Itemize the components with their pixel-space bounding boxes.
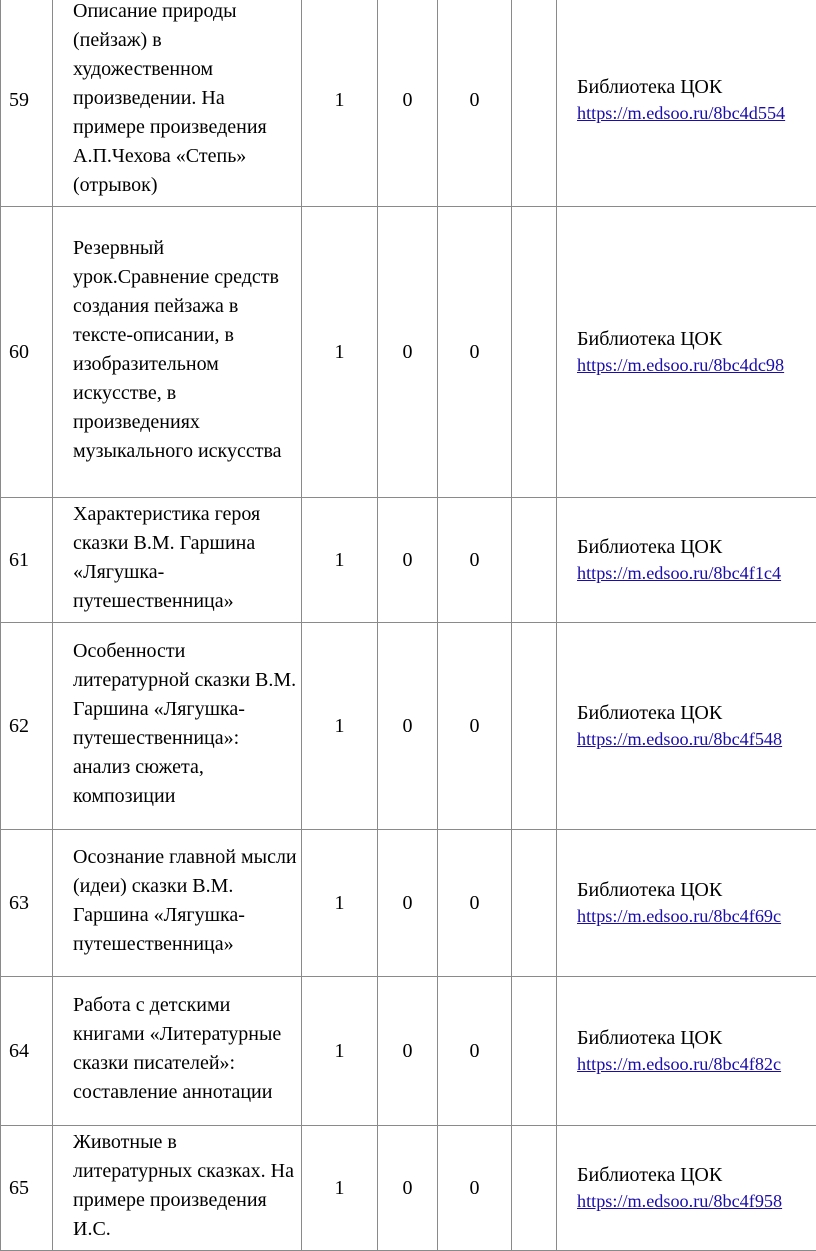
lesson-topic-text: Осознание главной мысли (идеи) сказки В.М. Гаршина «Лягушка-путешественница»: [73, 843, 297, 959]
lesson-date: [512, 207, 557, 498]
hours-total: 1: [302, 1126, 378, 1251]
lesson-topic-text: Описание природы (пейзаж) в художественном произведении. На примере произведения А.П.Чехова «Степь» (отрывок): [73, 0, 297, 200]
hours-tests: 0: [378, 207, 438, 498]
resource-cell: [557, 1126, 816, 1251]
resource-label: Библиотека ЦОК: [577, 1024, 816, 1053]
hours-total: 1: [302, 207, 378, 498]
lesson-date: [512, 0, 557, 207]
lesson-topic: [53, 977, 302, 1126]
hours-total: 1: [302, 830, 378, 977]
resource-cell: [557, 0, 816, 207]
lesson-date: [512, 498, 557, 623]
lesson-topic: [53, 207, 302, 498]
lesson-topic: [53, 1126, 302, 1251]
lesson-topic: [53, 498, 302, 623]
lesson-number: 65: [1, 1126, 53, 1251]
resource-label: Библиотека ЦОК: [577, 699, 816, 728]
lesson-topic-text: Резервный урок.Сравнение средств создания пейзажа в тексте-описании, в изобразительном искусстве, в произведениях музыкального искусства: [73, 234, 297, 466]
table-row: [1, 830, 816, 977]
resource-link[interactable]: https://m.edsoo.ru/8bc4dc98: [577, 354, 816, 376]
table-row: [1, 977, 816, 1126]
lesson-number: 59: [1, 0, 53, 207]
table-row: [1, 1126, 816, 1251]
table-row: [1, 498, 816, 623]
lesson-topic-text: Животные в литературных сказках. На примере произведения И.С.: [73, 1128, 297, 1244]
resource-label: Библиотека ЦОК: [577, 533, 816, 562]
table-row: [1, 207, 816, 498]
lesson-number: 63: [1, 830, 53, 977]
hours-practice: 0: [438, 498, 512, 623]
lesson-date: [512, 1126, 557, 1251]
lesson-topic-text: Работа с детскими книгами «Литературные сказки писателей»: составление аннотации: [73, 991, 297, 1107]
resource-cell: [557, 977, 816, 1126]
lesson-number: 60: [1, 207, 53, 498]
hours-total: 1: [302, 623, 378, 830]
lesson-topic-text: Особенности литературной сказки В.М. Гаршина «Лягушка-путешественница»: анализ сюжета, композиции: [73, 637, 297, 811]
lesson-date: [512, 830, 557, 977]
resource-cell: [557, 830, 816, 977]
resource-link[interactable]: https://m.edsoo.ru/8bc4f958: [577, 1190, 816, 1212]
resource-cell: [557, 207, 816, 498]
lesson-number: 61: [1, 498, 53, 623]
lesson-date: [512, 623, 557, 830]
hours-practice: 0: [438, 0, 512, 207]
resource-link[interactable]: https://m.edsoo.ru/8bc4f69c: [577, 905, 816, 927]
lesson-topic: [53, 830, 302, 977]
hours-practice: 0: [438, 977, 512, 1126]
hours-tests: 0: [378, 977, 438, 1126]
resource-cell: [557, 498, 816, 623]
hours-practice: 0: [438, 623, 512, 830]
lesson-number: 62: [1, 623, 53, 830]
hours-practice: 0: [438, 1126, 512, 1251]
resource-link[interactable]: https://m.edsoo.ru/8bc4f1c4: [577, 562, 816, 584]
resource-link[interactable]: https://m.edsoo.ru/8bc4f548: [577, 728, 816, 750]
lesson-topic: [53, 0, 302, 207]
resource-label: Библиотека ЦОК: [577, 325, 816, 354]
lesson-number: 64: [1, 977, 53, 1126]
hours-practice: 0: [438, 830, 512, 977]
lesson-date: [512, 977, 557, 1126]
hours-total: 1: [302, 498, 378, 623]
resource-label: Библиотека ЦОК: [577, 876, 816, 905]
hours-tests: 0: [378, 1126, 438, 1251]
resource-label: Библиотека ЦОК: [577, 1161, 816, 1190]
resource-link[interactable]: https://m.edsoo.ru/8bc4f82c: [577, 1053, 816, 1075]
table-row: [1, 0, 816, 207]
resource-label: Библиотека ЦОК: [577, 73, 816, 102]
resource-cell: [557, 623, 816, 830]
hours-tests: 0: [378, 830, 438, 977]
resource-link[interactable]: https://m.edsoo.ru/8bc4d554: [577, 102, 816, 124]
hours-tests: 0: [378, 498, 438, 623]
hours-practice: 0: [438, 207, 512, 498]
lesson-topic: [53, 623, 302, 830]
table-row: [1, 623, 816, 830]
hours-total: 1: [302, 0, 378, 207]
hours-tests: 0: [378, 623, 438, 830]
lesson-topic-text: Характеристика героя сказки В.М. Гаршина «Лягушка-путешественница»: [73, 500, 297, 616]
hours-tests: 0: [378, 0, 438, 207]
hours-total: 1: [302, 977, 378, 1126]
